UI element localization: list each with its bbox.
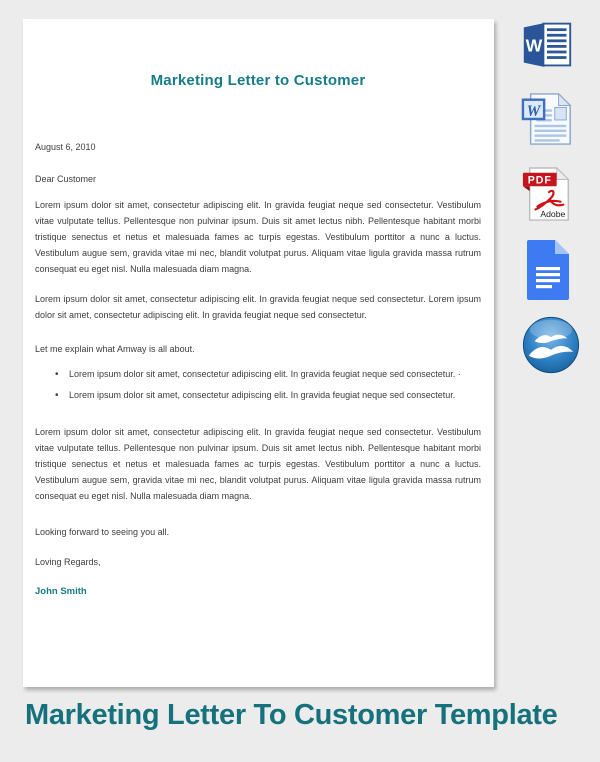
google-docs-icon — [521, 239, 571, 301]
word-doc-icon — [521, 90, 575, 148]
word-document-file-icon[interactable] — [521, 90, 575, 148]
letter-bullet-list — [35, 364, 481, 406]
letter-paragraph: Lorem ipsum dolor sit amet, consectetur adipiscing elit. In gravida feugiat neque sed consectetur. Lorem ipsum dolor sit amet, consectetur adipiscing elit. In gravida feugiat neque sed consectetur. — [35, 294, 481, 320]
page-title: Marketing Letter To Customer Template — [25, 699, 558, 731]
pdf-file-icon[interactable] — [521, 165, 575, 223]
letter-paragraph: Lorem ipsum dolor sit amet, consectetur adipiscing elit. In gravida feugiat neque sed consectetur. Vestibulum vitae vulputate tellus. Pellentesque non pulvinar ipsum. Duis sit amet lectus nibh. Pellentesque habitant morbi tristique senectus et netus et malesuada fames ac turpis egestas. Vestibulum porttitor a nunc a luctus. Vestibulum augue sem, gravida vitae mi nec, blandit volutpat purus. Aliquam vitae ligula gravida massa rutrum consequat eu eget nisl. Nulla malesuada diam magna. — [35, 427, 481, 501]
openoffice-file-icon[interactable] — [521, 314, 581, 376]
pdf-adobe-icon — [521, 165, 575, 223]
pdf-label: PDF — [527, 174, 552, 187]
letter-closing-line: Looking forward to seeing you all. — [35, 527, 170, 537]
letter-salutation: Dear Customer — [35, 174, 97, 184]
letter-closing-line: Loving Regards, — [35, 557, 101, 567]
bullet-item: • Lorem ipsum dolor sit amet, consectetur adipiscing elit. In gravida feugiat neque sed consectetur. — [35, 385, 481, 406]
letter-signature: John Smith — [35, 586, 87, 597]
document-title: Marketing Letter to Customer — [150, 72, 366, 89]
letter-explain-line: Let me explain what Amway is all about. — [35, 344, 195, 354]
word-letter: W — [525, 35, 543, 56]
adobe-label: Adobe — [540, 209, 566, 220]
document-preview-page — [23, 19, 494, 687]
letter-date: August 6, 2010 — [35, 142, 96, 152]
word-2013-icon — [521, 20, 573, 70]
bullet-item: • Lorem ipsum dolor sit amet, consectetur adipiscing elit. In gravida feugiat neque sed consectetur. · — [35, 364, 481, 385]
word-letter: W — [526, 103, 541, 121]
letter-paragraph: Lorem ipsum dolor sit amet, consectetur adipiscing elit. In gravida feugiat neque sed consectetur. Vestibulum vitae vulputate tellus. Pellentesque non pulvinar ipsum. Duis sit amet lectus nibh. Pellentesque habitant morbi tristique senectus et netus et malesuada fames ac turpis egestas. Vestibulum porttitor a nunc a luctus. Vestibulum augue sem, gravida vitae mi nec, blandit volutpat purus. Aliquam vitae ligula gravida massa rutrum consequat eu eget nisl. Nulla malesuada diam magna. — [35, 200, 481, 274]
word-2013-file-icon[interactable] — [521, 20, 573, 70]
google-docs-file-icon[interactable] — [521, 239, 571, 301]
openoffice-icon — [521, 314, 581, 376]
